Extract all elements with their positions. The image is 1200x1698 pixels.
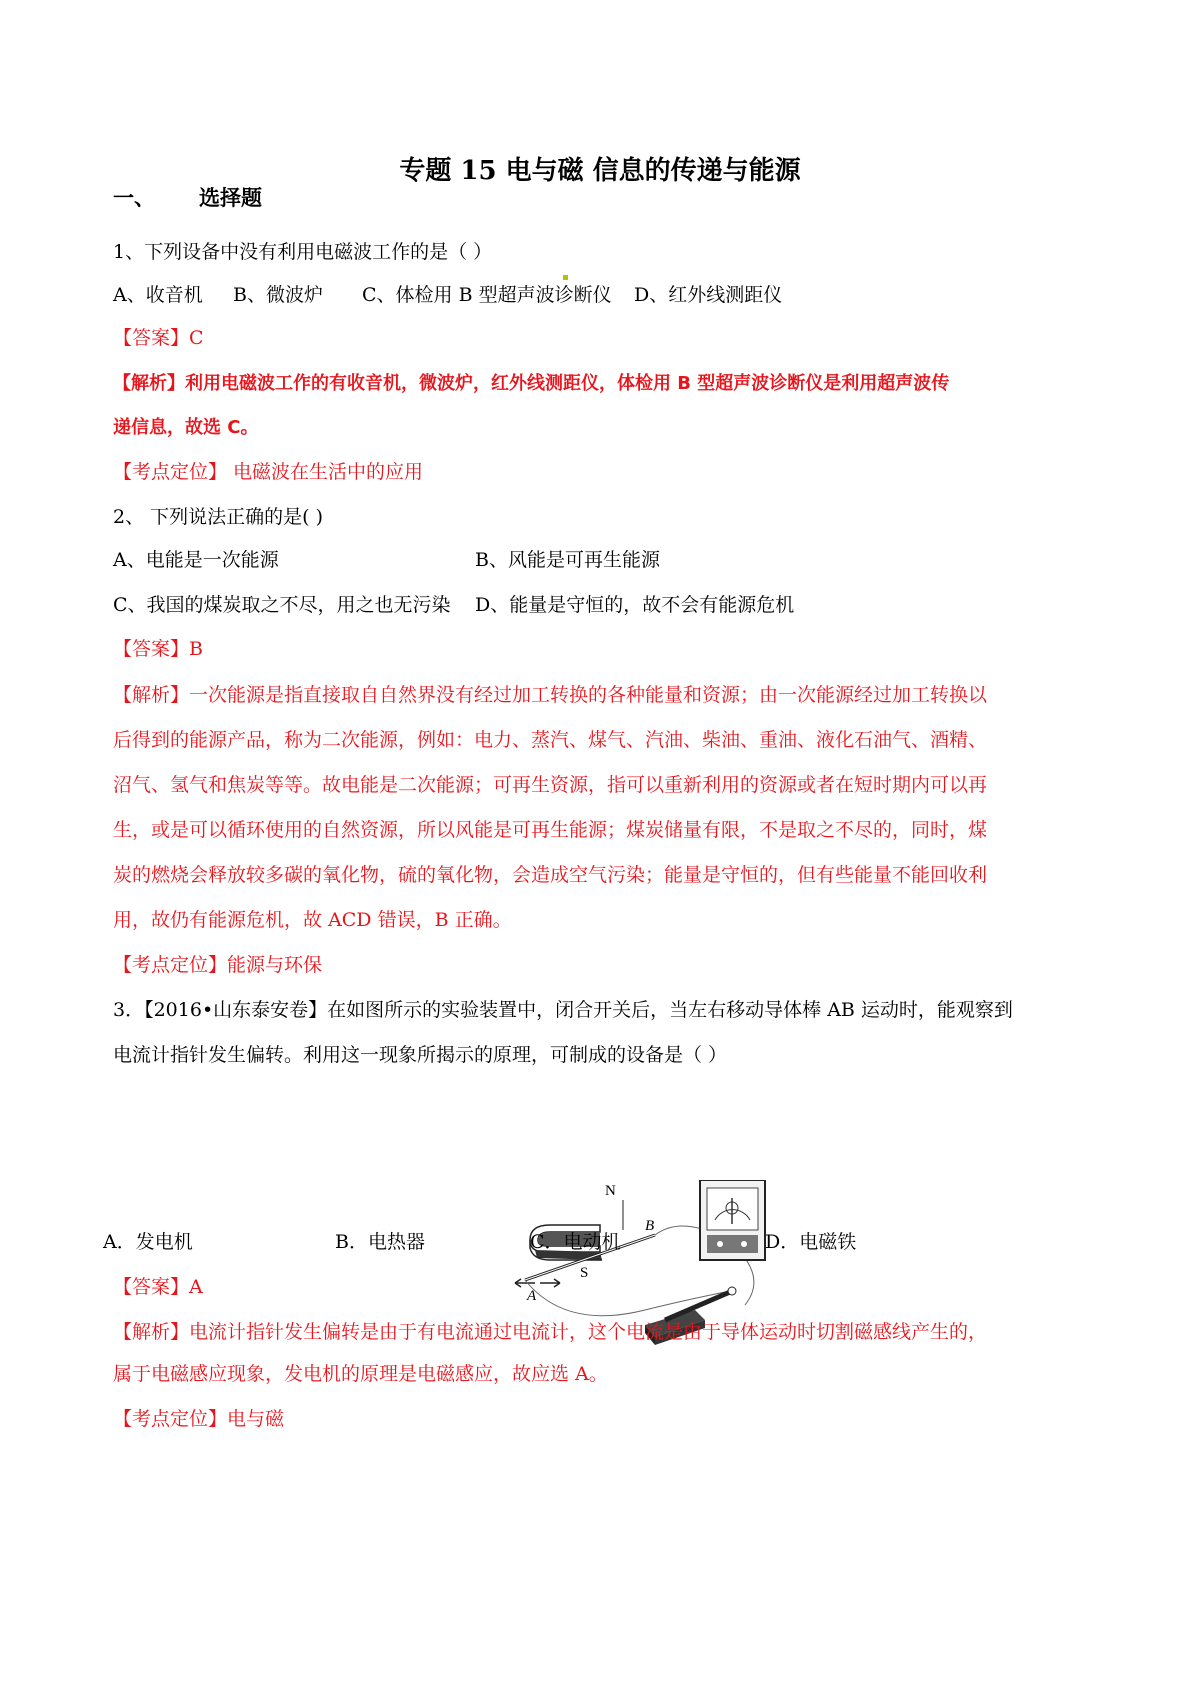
q2-option-c: C、我国的煤炭取之不尽，用之也无污染 bbox=[113, 594, 451, 616]
q2-option-a: A、电能是一次能源 bbox=[113, 549, 279, 571]
label-n: N bbox=[605, 1183, 616, 1199]
q1-kaodian: 【考点定位】 电磁波在生活中的应用 bbox=[113, 461, 424, 483]
q3-option-c: C．电动机 bbox=[530, 1231, 621, 1253]
page-title: 专题 15 电与磁 信息的传递与能源 bbox=[399, 156, 801, 186]
q2-analysis-line: 沼气、氢气和焦炭等等。故电能是二次能源；可再生资源，指可以重新利用的资源或者在短时期内可以再 bbox=[113, 774, 988, 796]
q3-kaodian: 【考点定位】电与磁 bbox=[113, 1408, 285, 1430]
q1-option-d: D、红外线测距仪 bbox=[634, 284, 783, 306]
q1-analysis-line-1: 【解析】利用电磁波工作的有收音机，微波炉，红外线测距仪，体检用 B 型超声波诊断仪是利用超声波传 bbox=[113, 373, 950, 394]
q2-analysis-line: 用，故仍有能源危机，故 ACD 错误，B 正确。 bbox=[113, 909, 512, 931]
q2-analysis-line: 后得到的能源产品，称为二次能源，例如：电力、蒸汽、煤气、汽油、柴油、重油、液化石油气、酒精、 bbox=[113, 729, 988, 751]
q2-option-d: D、能量是守恒的，故不会有能源危机 bbox=[475, 594, 795, 616]
q2-stem: 2、 下列说法正确的是( ) bbox=[113, 506, 323, 528]
label-a: A bbox=[527, 1288, 537, 1304]
q3-option-a: A．发电机 bbox=[103, 1231, 193, 1253]
q1-option-a: A、收音机 bbox=[113, 284, 203, 306]
q3-option-d: D．电磁铁 bbox=[765, 1231, 857, 1253]
q2-answer: 【答案】B bbox=[113, 638, 203, 660]
label-b: B bbox=[645, 1218, 655, 1234]
right-arrow-icon bbox=[540, 1279, 560, 1287]
label-s: S bbox=[580, 1265, 589, 1281]
q3-analysis-line-1: 【解析】电流计指针发生偏转是由于有电流通过电流计，这个电流是由于导体运动时切割磁感线产生的， bbox=[113, 1321, 988, 1343]
q1-option-c: C、体检用 B 型超声波诊断仪 bbox=[362, 284, 612, 306]
section-number: 一、 bbox=[113, 185, 155, 210]
section-label: 选择题 bbox=[199, 185, 262, 210]
galvanometer bbox=[700, 1180, 765, 1260]
q2-option-b: B、风能是可再生能源 bbox=[475, 549, 660, 571]
q2-analysis-line: 【解析】一次能源是指直接取自自然界没有经过加工转换的各种能量和资源；由一次能源经过加工转换以 bbox=[113, 684, 988, 706]
q2-analysis-line: 炭的燃烧会释放较多碳的氧化物，硫的氧化物，会造成空气污染；能量是守恒的，但有些能量不能回收利 bbox=[113, 864, 988, 886]
q1-answer: 【答案】C bbox=[113, 327, 204, 349]
section-heading bbox=[113, 186, 262, 210]
q2-analysis-line: 生，或是可以循环使用的自然资源，所以风能是可再生能源；煤炭储量有限，不是取之不尽的，同时，煤 bbox=[113, 819, 988, 841]
q1-analysis-line-2: 递信息，故选 C。 bbox=[113, 417, 259, 438]
q1-stem: 1、下列设备中没有利用电磁波工作的是（ ） bbox=[113, 241, 493, 263]
q3-stem-line-1: 3．【2016•山东泰安卷】在如图所示的实验装置中，闭合开关后，当左右移动导体棒 AB 运动时，能观察到 bbox=[113, 999, 1013, 1021]
q1-option-b: B、微波炉 bbox=[233, 284, 323, 306]
q2-kaodian: 【考点定位】能源与环保 bbox=[113, 954, 323, 976]
q3-option-b: B．电热器 bbox=[335, 1231, 425, 1253]
q3-stem-line-2: 电流计指针发生偏转。利用这一现象所揭示的原理，可制成的设备是（ ） bbox=[113, 1044, 728, 1066]
yellow-dot-mark bbox=[563, 275, 568, 280]
q3-analysis-line-2: 属于电磁感应现象，发电机的原理是电磁感应，故应选 A。 bbox=[113, 1363, 608, 1385]
q3-answer: 【答案】A bbox=[113, 1276, 203, 1298]
